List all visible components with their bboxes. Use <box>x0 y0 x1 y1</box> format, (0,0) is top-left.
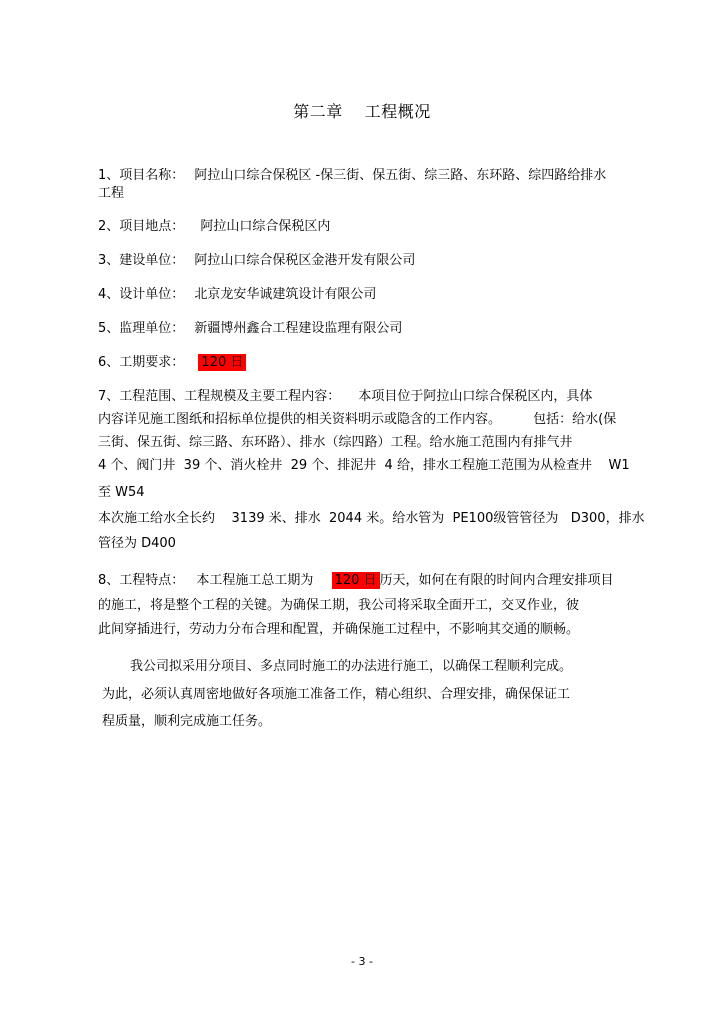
item4-value: 北京龙安华诚建筑设计有限公司 <box>194 287 377 302</box>
item1-value: 阿拉山口综合保税区 -保三街、保五街、综三路、东环路、综四路给排水 <box>194 168 607 183</box>
item7-line5: 至 W54 <box>98 485 145 500</box>
item7-line1 <box>98 388 592 406</box>
item7-line2 <box>98 411 616 429</box>
chapter-title <box>0 99 724 122</box>
closing-line3: 程质量，顺利完成施工任务。 <box>102 714 272 729</box>
item8-line1 <box>98 572 614 590</box>
chapter-name: 工程概况 <box>364 102 431 121</box>
item5 <box>98 320 402 338</box>
chapter-number: 第二章 <box>293 102 343 121</box>
item3 <box>98 252 415 270</box>
item7-line2-a: 内容详见施工图纸和招标单位提供的相关资料明示或隐含的工作内容。 <box>98 412 502 427</box>
item7-line2-b: 包括：给水(保 <box>533 412 617 427</box>
closing-line1: 我公司拟采用分项目、多点同时施工的办法进行施工，以确保工程顺利完成。 <box>130 659 573 674</box>
item8-line2: 的施工，将是整个工程的关键。为确保工期，我公司将采取全面开工，交叉作业，彼 <box>98 598 580 613</box>
item7-label: 7、工程范围、工程规模及主要工程内容： <box>98 389 341 404</box>
item7-line4: 4 个、阀门井 39 个、消火栓井 29 个、排泥井 4 给，排水工程施工范围为从检查井 W1 <box>98 458 630 473</box>
item7-line3: 三街、保五街、综三路、东环路）、排水（综四路）工程。给水施工范围内有排气井 <box>98 435 573 450</box>
item8-text-b: 历天，如何在有限的时间内合理安排项目 <box>379 573 614 588</box>
item6 <box>98 354 246 372</box>
item4-label: 4、设计单位： <box>98 287 185 302</box>
item7-line7: 管径为 D400 <box>98 536 176 551</box>
item1-line2: 工程 <box>98 186 125 201</box>
item3-value: 阿拉山口综合保税区金港开发有限公司 <box>194 253 416 268</box>
item2 <box>98 218 330 236</box>
item1-line1 <box>98 167 606 185</box>
item7-text: 本项目位于阿拉山口综合保税区内，具体 <box>358 389 593 404</box>
item2-label: 2、项目地点： <box>98 219 185 234</box>
item6-duration-highlight: 120 日 <box>198 354 246 371</box>
item7-line6: 本次施工给水全长约 3139 米、排水 2044 米。给水管为 PE100级管管径为 D300，排水 <box>98 511 645 526</box>
item5-value: 新疆博州鑫合工程建设监理有限公司 <box>194 321 403 336</box>
item3-label: 3、建设单位： <box>98 253 185 268</box>
item2-value: 阿拉山口综合保税区内 <box>200 219 331 234</box>
item8-label: 8、工程特点： <box>98 573 185 588</box>
item1-label: 1、项目名称： <box>98 168 185 183</box>
item4 <box>98 286 376 304</box>
page-number: - 3 - <box>351 955 373 968</box>
item8-text-a: 本工程施工总工期为 <box>196 573 314 588</box>
closing-line2: 为此，必须认真周密地做好各项施工准备工作，精心组织、合理安排，确保保证工 <box>102 687 571 702</box>
item8-duration-highlight: 120 日 <box>332 572 380 589</box>
item8-line3: 此间穿插进行，劳动力分布合理和配置，并确保施工过程中，不影响其交通的顺畅。 <box>98 622 580 637</box>
item5-label: 5、监理单位： <box>98 321 185 336</box>
item6-label: 6、工期要求： <box>98 355 185 370</box>
